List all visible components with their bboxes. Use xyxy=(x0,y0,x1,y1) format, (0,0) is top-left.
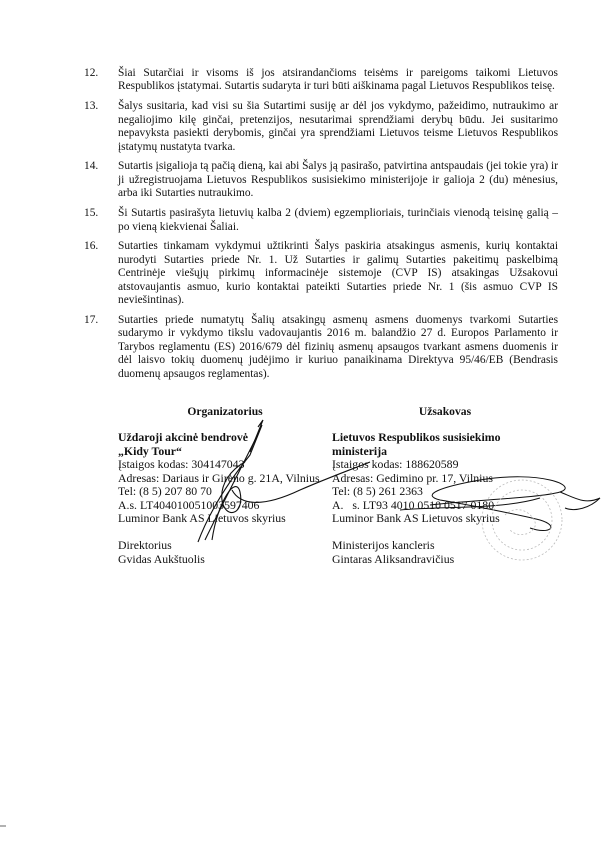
clause-number: 17. xyxy=(84,314,99,326)
clause-number: 16. xyxy=(84,240,99,253)
organizer-code: Įstaigos kodas: 304147043 xyxy=(118,457,245,472)
organizer-account: A.s. LT404010051003597406 xyxy=(118,497,260,512)
signature-section xyxy=(84,405,558,566)
clause-16 xyxy=(84,240,558,307)
clause-number: 12. xyxy=(84,67,99,79)
clause-text: Sutarties tinkamam vykdymui užtikrinti Šalys paskiria atsakingus asmenis, kurių kontaktai nurodyti Sutarties priede Nr. 1. Už Sutarties ir galimų Sutarties pakeitimų paskelbimą Centrinėje viešųjų pirkimų informacinėje sistemoje (CVP IS) atsakingas Užsakovui atstovaujantis asmuo, kurio kontaktai pateikti Sutarties priede Nr. 1 (šis asmuo CVP IS neviešintinas). xyxy=(118,240,558,307)
organizer-tel: Tel: (8 5) 207 80 70 xyxy=(118,484,212,499)
clause-text: Sutartis įsigalioja tą pačią dieną, kai abi Šalys ją pasirašo, patvirtina antspaudais (jei tokie yra) ir ji užregistruojama Lietuvos Respublikos susisiekimo ministerijoje ir galioja 2 (du) mėnesius, arba iki Sutarties nutraukimo. xyxy=(118,160,558,200)
client-name-2: ministerija xyxy=(332,443,388,458)
organizer-name: Uždaroji akcinė bendrovė xyxy=(118,430,248,445)
client-position: Ministerijos kancleris xyxy=(332,538,435,553)
organizer-bank: Luminor Bank AS Lietuvos skyrius xyxy=(118,511,286,526)
client-bank: Luminor Bank AS Lietuvos skyrius xyxy=(332,511,500,526)
organizer-position: Direktorius xyxy=(118,538,172,553)
client-name: Lietuvos Respublikos susisiekimo xyxy=(332,430,501,445)
client-signatory: Gintaras Aliksandravičius xyxy=(332,551,455,566)
client-details xyxy=(332,431,558,566)
organizer-signatory: Gvidas Aukštuolis xyxy=(118,551,205,566)
client-heading: Užsakovas xyxy=(418,405,472,419)
organizer-heading: Organizatorius xyxy=(187,405,263,419)
clause-12 xyxy=(84,67,558,94)
client-tel: Tel: (8 5) 261 2363 xyxy=(332,484,423,499)
document-body xyxy=(84,67,558,566)
clause-15 xyxy=(84,207,558,234)
client-code: Įstaigos kodas: 188620589 xyxy=(332,457,459,472)
client-address: Adresas: Gedimino pr. 17, Vilnius xyxy=(332,470,493,485)
client-column xyxy=(332,405,558,566)
clause-text: Ši Sutartis pasirašyta lietuvių kalba 2 (dviem) egzemplioriais, turinčiais vienodą teisinę galią – po vieną kiekvienai Šaliai. xyxy=(118,207,558,233)
clause-13 xyxy=(84,100,558,154)
client-account: A. s. LT93 4010 0510 0517 0180 xyxy=(332,497,495,512)
clause-number: 14. xyxy=(84,160,99,173)
organizer-details xyxy=(118,431,332,566)
organizer-name-2: „Kidy Tour“ xyxy=(118,443,182,458)
organizer-address: Adresas: Dariaus ir Girėno g. 21A, Vilnius xyxy=(118,470,320,485)
clause-number: 15. xyxy=(84,207,99,220)
clause-14 xyxy=(84,160,558,200)
clause-text: Šiai Sutarčiai ir visoms iš jos atsirandančioms teisėms ir pareigoms taikomi Lietuvos Respublikos įstatymai. Sutartis sudaryta ir turi būti aiškinama pagal Lietuvos Respublikos teisę. xyxy=(118,67,558,93)
organizer-column xyxy=(84,405,332,566)
clause-17 xyxy=(84,314,558,381)
clause-text: Sutarties priede numatytų Šalių atsakingų asmenų asmens duomenys tvarkomi Sutarties sudarymo ir vykdymo tikslu vadovaujantis 2016 m. balandžio 27 d. Europos Parlamento ir Tarybos reglamentu (ES) 2016/679 dėl fizinių asmenų apsaugos tvarkant asmens duomenis ir dėl laisvo tokių duomenų judėjimo ir kuriuo panaikinama Direktyva 95/46/EB (Bendrasis duomenų apsaugos reglamentas). xyxy=(118,314,558,380)
clause-number: 13. xyxy=(84,100,99,113)
clause-text: Šalys susitaria, kad visi su šia Sutartimi susiję ar dėl jos vykdymo, pažeidimo, nutraukimo ar negaliojimo kilę ginčai, pretenzijos, nesutarimai sprendžiami derybų būdu. Jei susitarimo nepavyksta pasiekti derybomis, ginčai yra sprendžiami Lietuvos teisme Lietuvos Respublikos įstatymų nustatyta tvarka. xyxy=(118,100,558,153)
